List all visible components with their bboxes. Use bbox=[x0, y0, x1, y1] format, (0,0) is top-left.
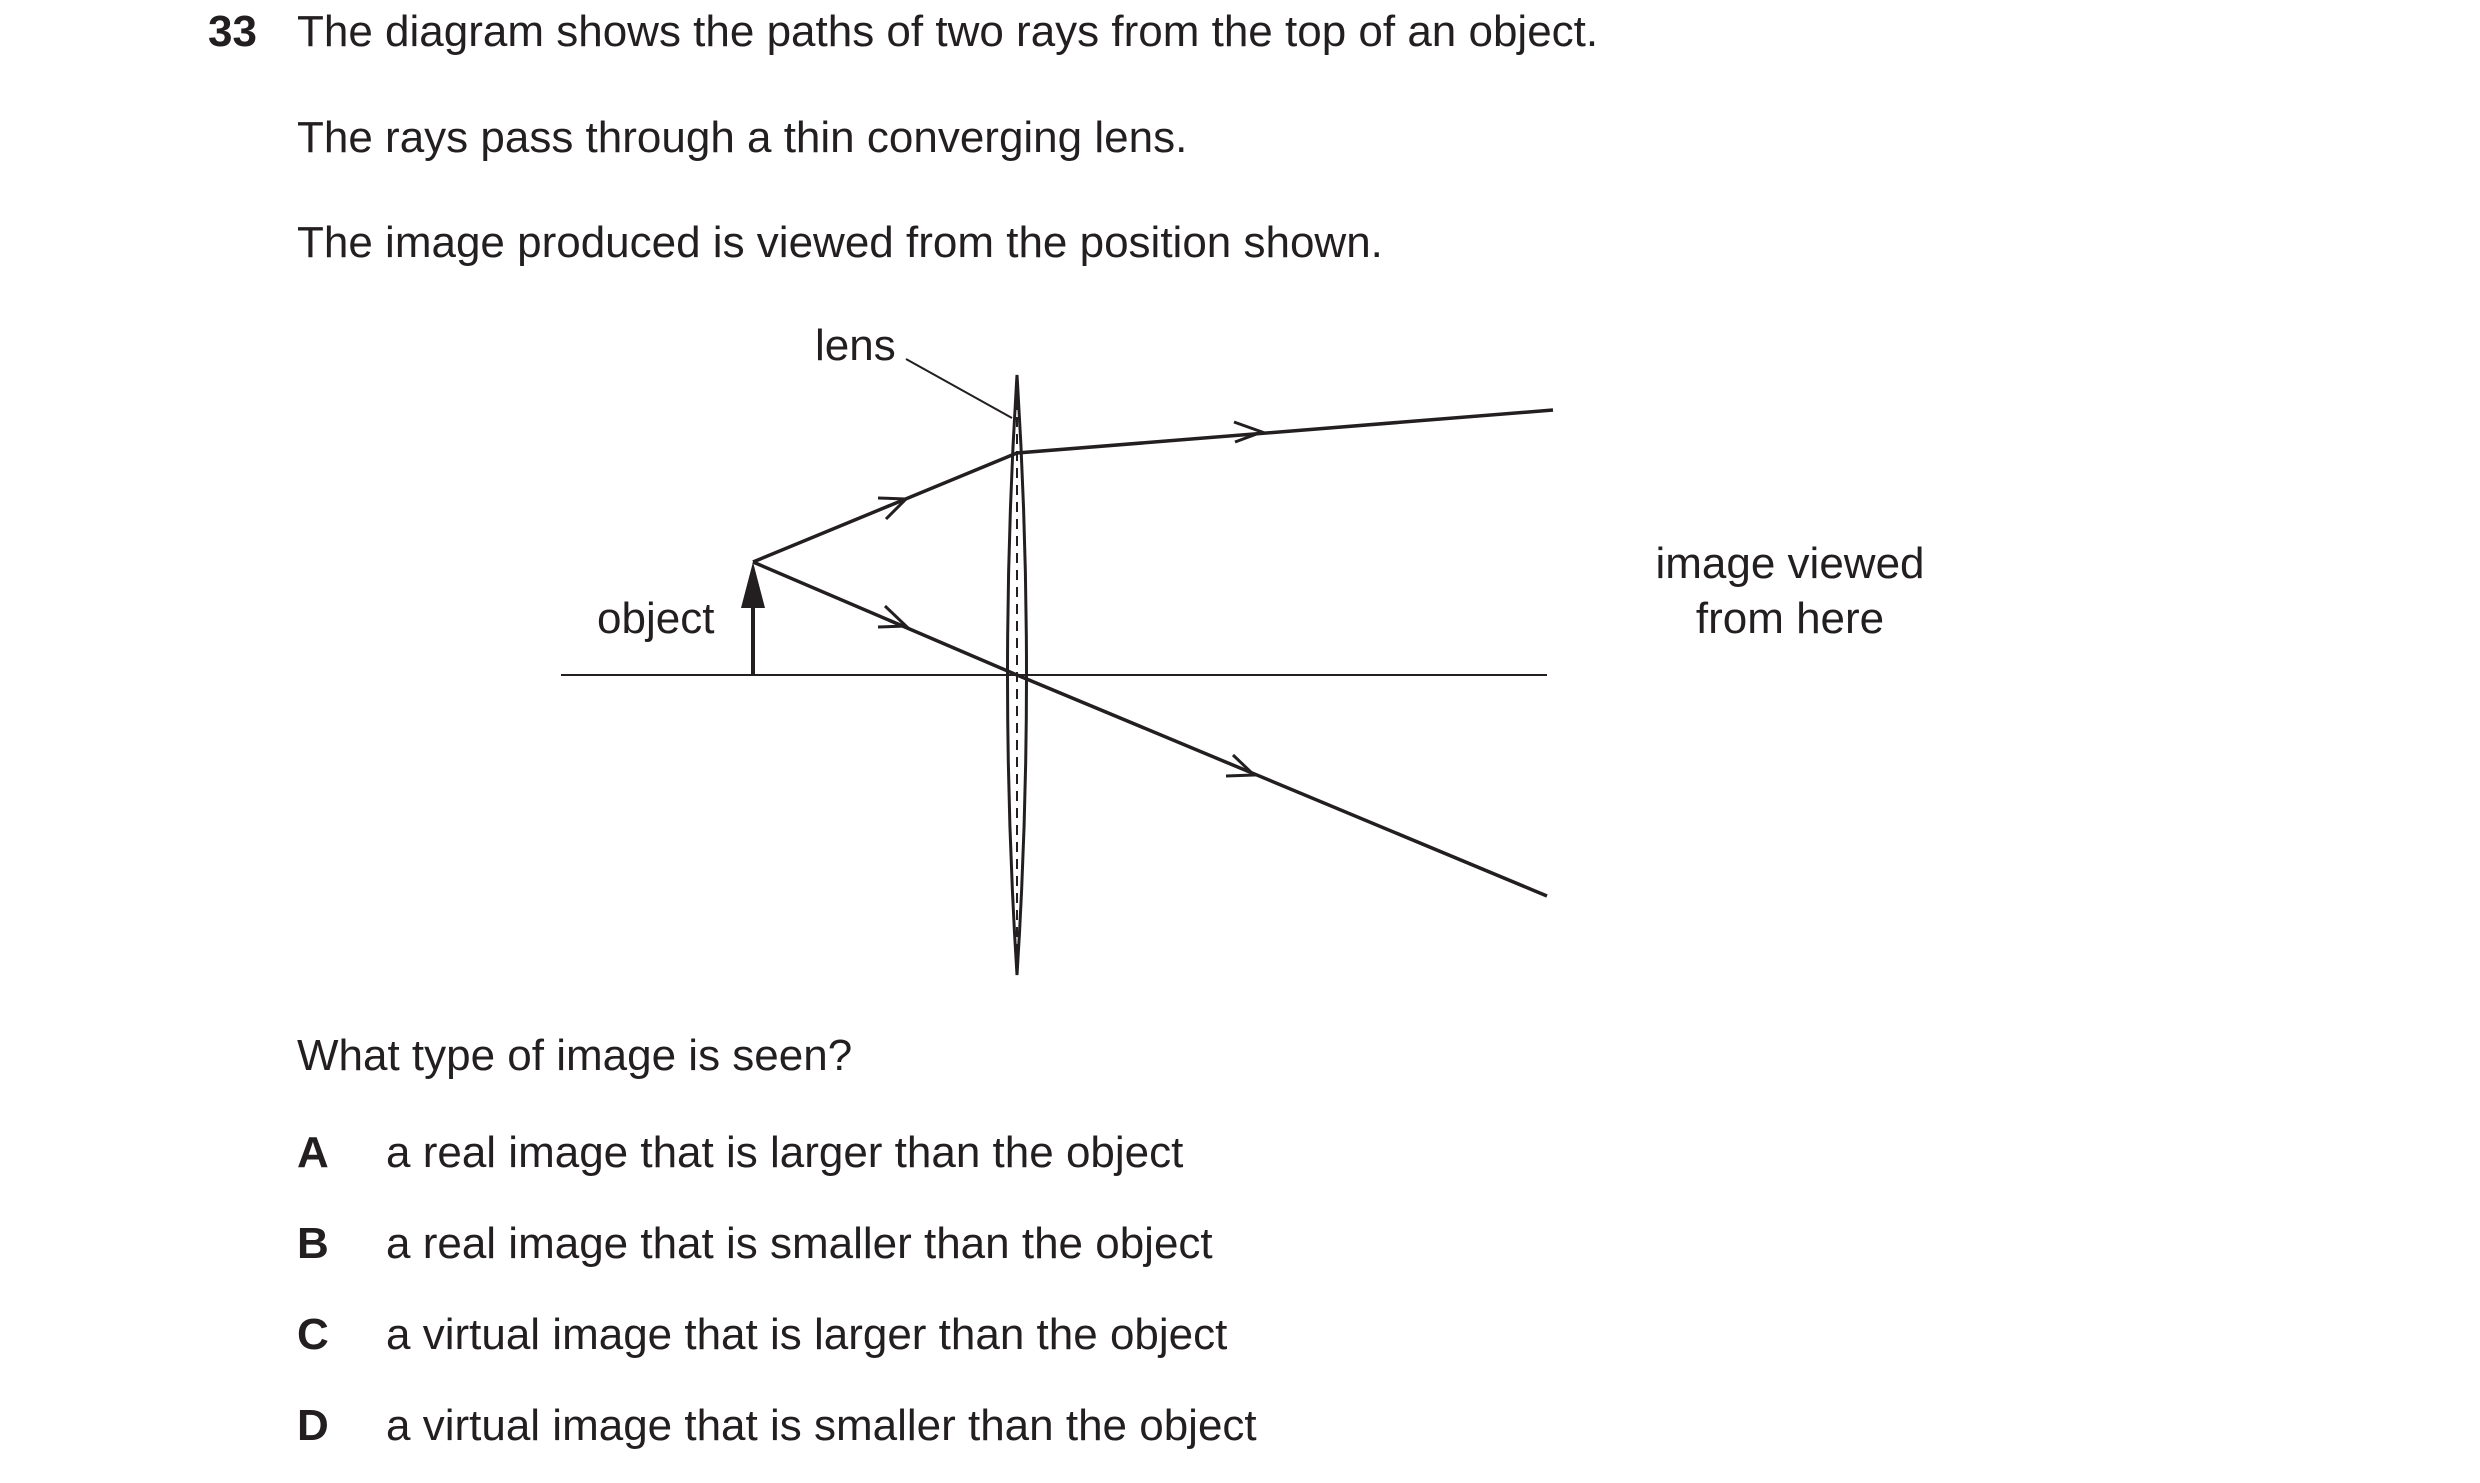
lower-ray-arrow-1 bbox=[878, 606, 906, 627]
option-c-text: a virtual image that is larger than the object bbox=[386, 1310, 1228, 1359]
option-d-text: a virtual image that is smaller than the object bbox=[386, 1401, 1257, 1450]
upper-ray-arrow-1 bbox=[878, 498, 906, 519]
viewer-label-line-1: image viewed bbox=[1655, 539, 1925, 588]
option-d-letter: D bbox=[297, 1401, 329, 1450]
upper-ray-arrow-2 bbox=[1234, 422, 1262, 442]
option-b-letter: B bbox=[297, 1219, 329, 1268]
intro-line-2: The rays pass through a thin converging lens. bbox=[297, 113, 1188, 162]
option-c-letter: C bbox=[297, 1310, 329, 1359]
object-arrow-head bbox=[741, 562, 765, 608]
question-number: 33 bbox=[208, 7, 257, 56]
converging-lens bbox=[1008, 375, 1027, 975]
lens-label-pointer bbox=[906, 359, 1012, 418]
option-a-text: a real image that is larger than the object bbox=[386, 1128, 1184, 1177]
lens-label: lens bbox=[815, 321, 896, 370]
option-b-text: a real image that is smaller than the object bbox=[386, 1219, 1213, 1268]
lower-ray-arrow-2 bbox=[1226, 755, 1254, 776]
upper-ray bbox=[753, 410, 1553, 562]
option-a-letter: A bbox=[297, 1128, 329, 1177]
object-label: object bbox=[597, 594, 715, 643]
intro-line-3: The image produced is viewed from the position shown. bbox=[297, 218, 1383, 267]
question-prompt: What type of image is seen? bbox=[297, 1031, 853, 1080]
intro-line-1: The diagram shows the paths of two rays from the top of an object. bbox=[297, 7, 1599, 56]
lower-ray bbox=[753, 562, 1547, 896]
viewer-label-line-2: from here bbox=[1695, 594, 1885, 643]
